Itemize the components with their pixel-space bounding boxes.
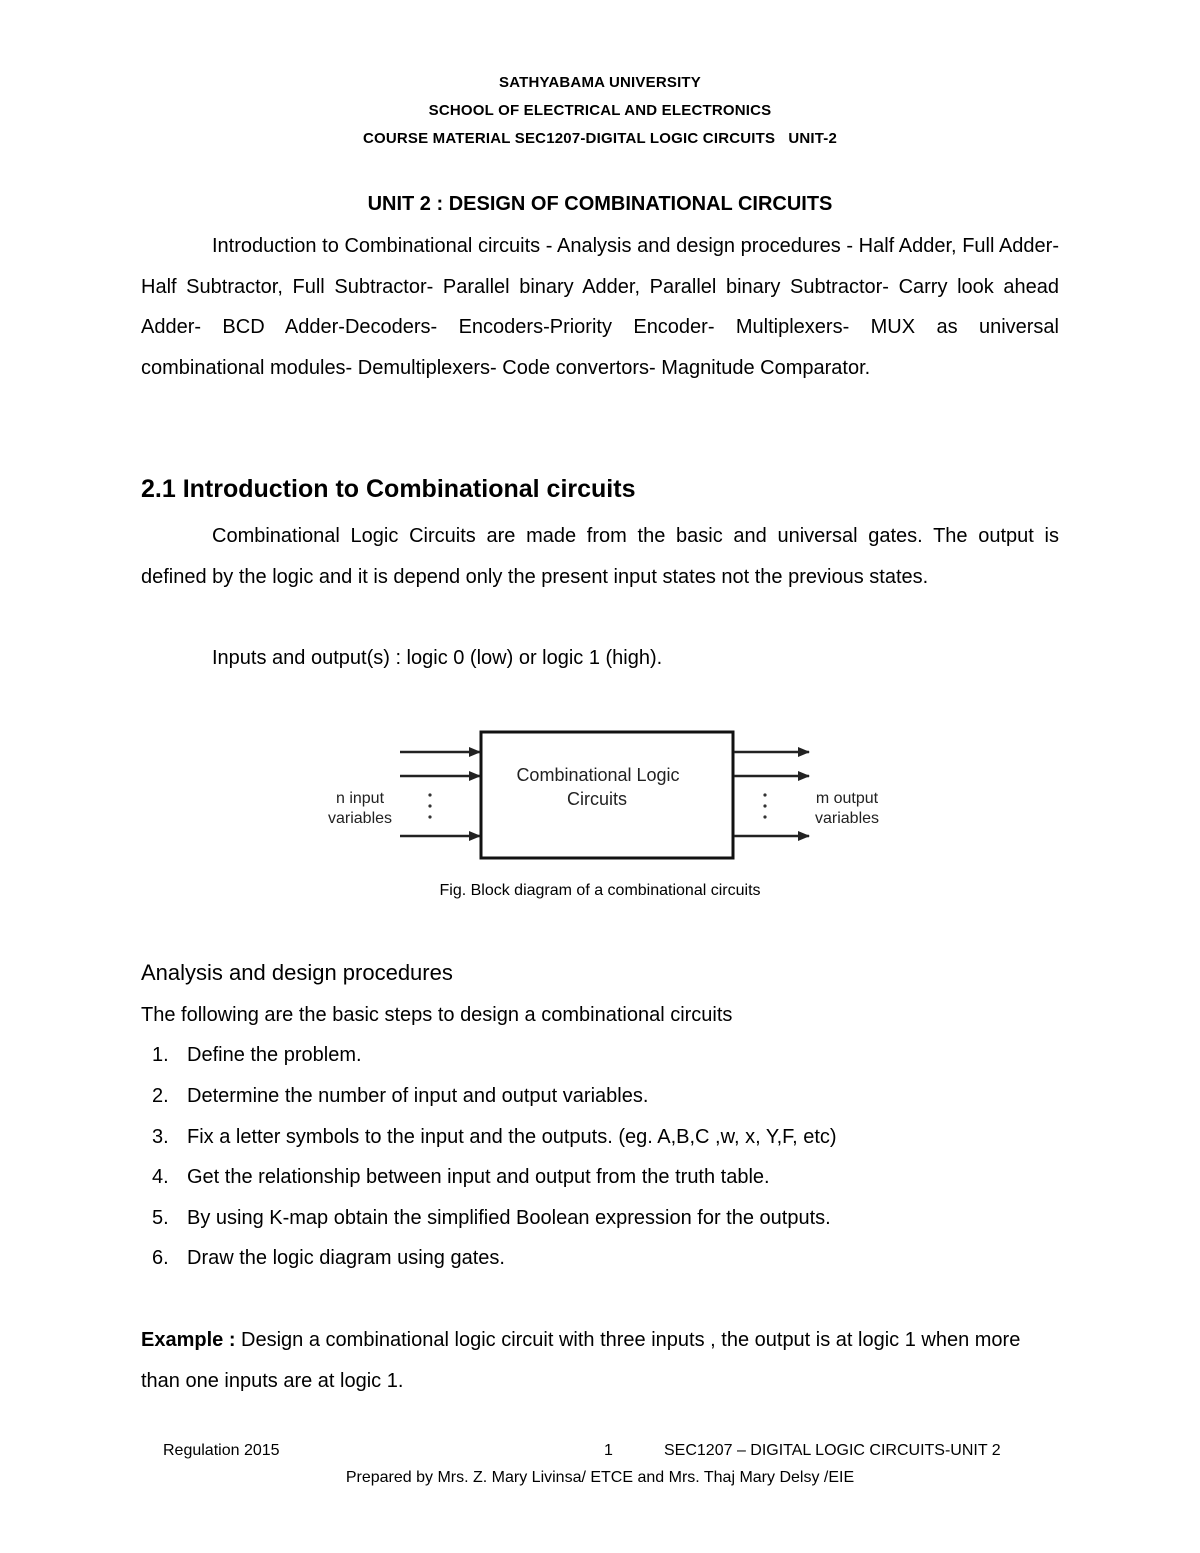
output-dot-3 bbox=[763, 815, 766, 818]
intro-text: Combinational Logic Circuits are made from the basic and universal gates. The output is defined by the logic and it is depend only the present input states not the previous states. bbox=[141, 525, 1059, 588]
figure-caption: Fig. Block diagram of a combinational circuits bbox=[439, 882, 761, 899]
step-text: Fix a letter symbols to the input and the outputs. (eg. A,B,C ,w, x, Y,F, etc) bbox=[187, 1126, 837, 1148]
list-item bbox=[0, 1166, 1200, 1192]
section-heading: 2.1 Introduction to Combinational circuits bbox=[141, 475, 636, 503]
footer-regulation: Regulation 2015 bbox=[163, 1442, 280, 1459]
footer-course: SEC1207 – DIGITAL LOGIC CIRCUITS-UNIT 2 bbox=[664, 1442, 1001, 1459]
block-label-line2: Circuits bbox=[566, 789, 628, 809]
header-school: SCHOOL OF ELECTRICAL AND ELECTRONICS bbox=[428, 102, 772, 119]
step-text: By using K-map obtain the simplified Boolean expression for the outputs. bbox=[187, 1207, 831, 1229]
intro-paragraph bbox=[141, 516, 1059, 597]
step-text: Define the problem. bbox=[187, 1044, 362, 1066]
block-label-line1: Combinational Logic bbox=[516, 765, 680, 785]
input-label-line1: n input bbox=[335, 790, 385, 807]
input-dot-3 bbox=[428, 815, 431, 818]
list-item bbox=[0, 1207, 1200, 1233]
list-item bbox=[0, 1085, 1200, 1111]
input-dot-2 bbox=[428, 804, 431, 807]
unit-title: UNIT 2 : DESIGN OF COMBINATIONAL CIRCUITS bbox=[367, 193, 833, 215]
step-number: 1. bbox=[152, 1044, 169, 1066]
output-label-line1: m output bbox=[815, 790, 879, 807]
step-text: Determine the number of input and output variables. bbox=[187, 1085, 649, 1107]
analysis-heading: Analysis and design procedures bbox=[141, 960, 453, 985]
input-dot-1 bbox=[428, 793, 431, 796]
input-label-line2: variables bbox=[327, 810, 393, 827]
output-dot-2 bbox=[763, 804, 766, 807]
step-text: Get the relationship between input and output from the truth table. bbox=[187, 1166, 770, 1188]
block-diagram bbox=[300, 715, 900, 875]
list-item bbox=[0, 1044, 1200, 1070]
step-number: 5. bbox=[152, 1207, 169, 1229]
list-item bbox=[0, 1247, 1200, 1273]
output-label-line2: variables bbox=[814, 810, 880, 827]
analysis-intro: The following are the basic steps to design a combinational circuits bbox=[141, 1004, 733, 1026]
header-course: COURSE MATERIAL SEC1207-DIGITAL LOGIC CIRCUITS UNIT-2 bbox=[362, 130, 838, 147]
step-number: 4. bbox=[152, 1166, 169, 1188]
footer-page-number: 1 bbox=[604, 1442, 613, 1459]
example-label: Example : bbox=[141, 1329, 236, 1351]
example-paragraph bbox=[141, 1320, 1059, 1401]
syllabus-paragraph bbox=[141, 226, 1059, 388]
example-text: Design a combinational logic circuit with three inputs , the output is at logic 1 when more than one inputs are at logic 1. bbox=[141, 1329, 1021, 1392]
list-item bbox=[0, 1126, 1200, 1152]
step-text: Draw the logic diagram using gates. bbox=[187, 1247, 505, 1269]
header-university: SATHYABAMA UNIVERSITY bbox=[499, 74, 701, 91]
step-number: 2. bbox=[152, 1085, 169, 1107]
output-dot-1 bbox=[763, 793, 766, 796]
step-number: 3. bbox=[152, 1126, 169, 1148]
footer-prepared-by: Prepared by Mrs. Z. Mary Livinsa/ ETCE and Mrs. Thaj Mary Delsy /EIE bbox=[345, 1469, 855, 1486]
io-levels-text: Inputs and output(s) : logic 0 (low) or logic 1 (high). bbox=[212, 647, 663, 669]
step-number: 6. bbox=[152, 1247, 169, 1269]
syllabus-text: Introduction to Combinational circuits - Analysis and design procedures - Half Adder, Full Adder-Half Subtractor, Full Subtractor- Parallel binary Adder, Parallel binary Subtractor- Carry look ahead Adder- BCD Adder-Decoders- Encoders-Priority Encoder- Multiplexers- MUX as universal combinational modules- Demultiplexers- Code convertors- Magnitude Comparator. bbox=[141, 235, 1059, 379]
